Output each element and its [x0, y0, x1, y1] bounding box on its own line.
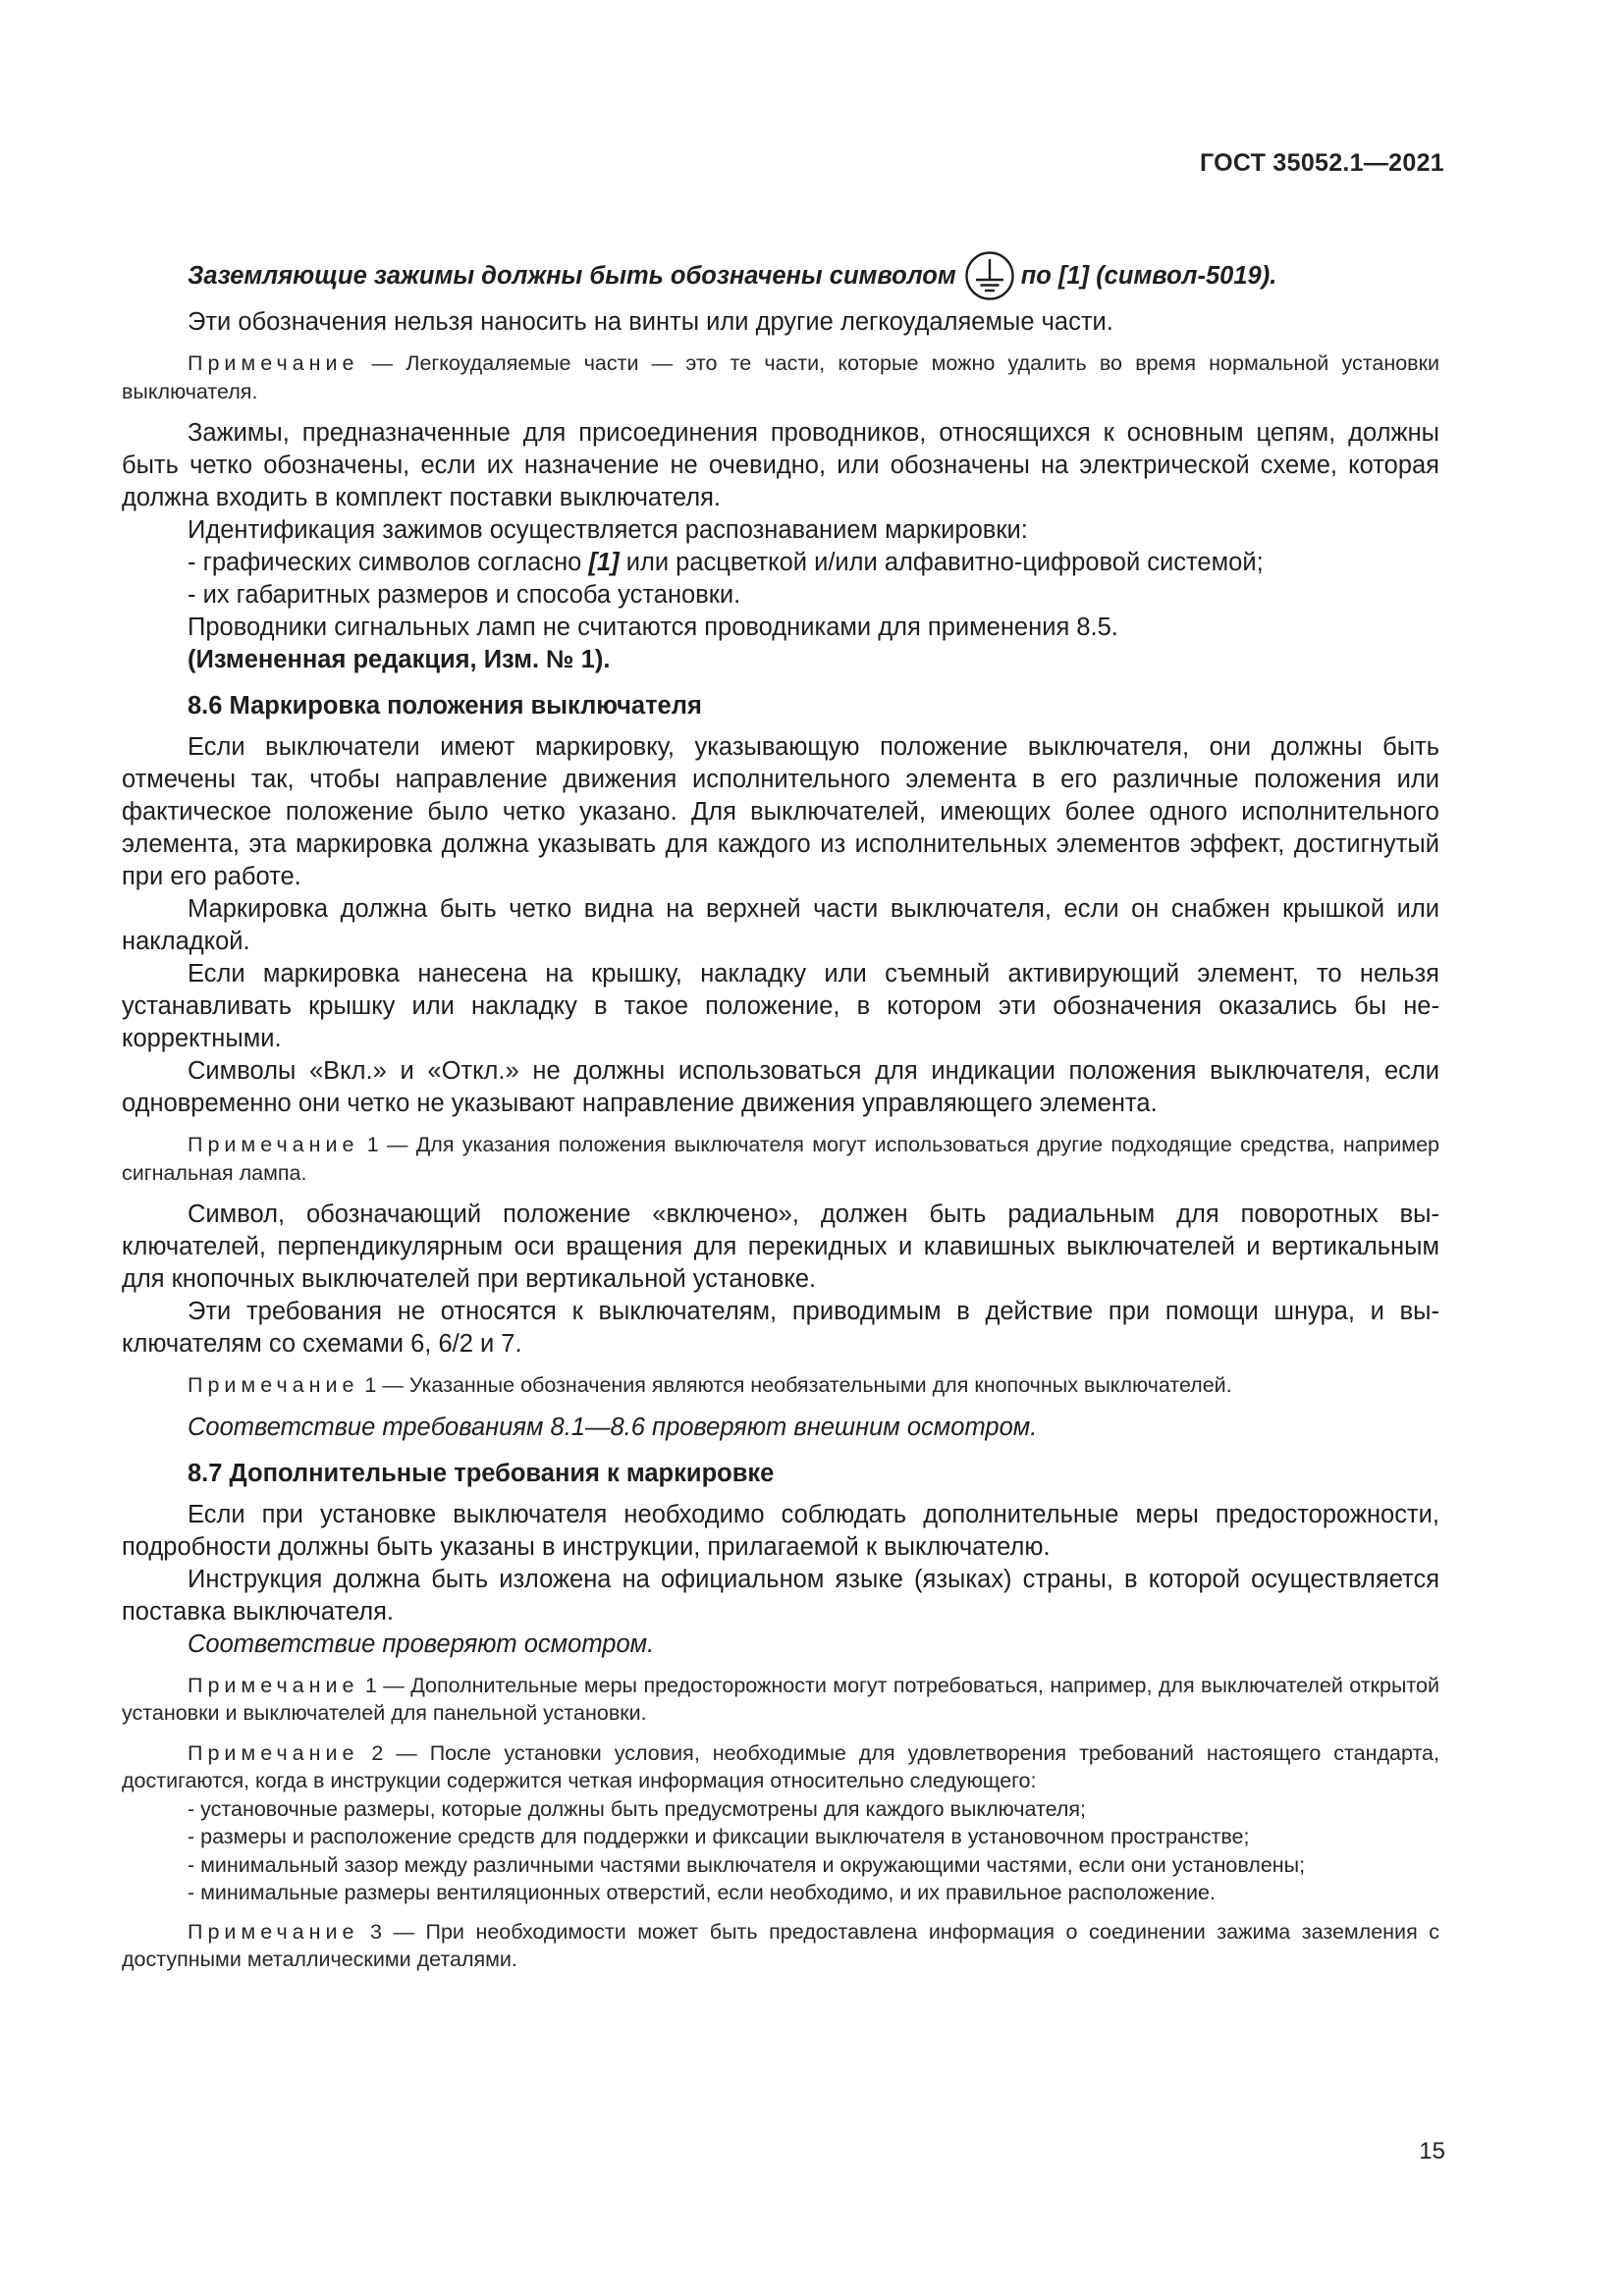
note-text: 1 — Дополнительные меры предосторожности могут потребоваться, например, для выключателей открытой установки и выключателей для панельной установки. [122, 1673, 1439, 1725]
s87-paragraph-1: Если при установке выключателя необходимо соблюдать дополнительные меры предосторожности, подробности должны быть указаны в инструкции, прилагаемой к выключателю. [122, 1500, 1439, 1561]
s86-paragraph-4: Символы «Вкл.» и «Откл.» не должны использоваться для индикации положения выключателя, если одновременно они четко не указывают направление движения управляющего элемента. [122, 1057, 1439, 1117]
amendment-note: (Измененная редакция, Изм. № 1). [188, 646, 611, 673]
section-8-7-heading: 8.7 Дополнительные требования к маркировке [188, 1459, 775, 1487]
note-label: Примечание [188, 351, 359, 375]
s87-note-1 [122, 1672, 1439, 1728]
note-text: 1 — Указанные обозначения являются необязательными для кнопочных выключателей. [358, 1373, 1232, 1397]
s86-paragraph-1: Если выключатели имеют маркировку, указывающую положение выключателя, они должны быть отмечены так, чтобы направление движения исполнительного элемента в его различные положения или фактическое положение было четко указано. Для выключателей, имеющих более одного исполнительного элемента, эта маркировка должна указывать для каждого из исполнительных элементов эффект, достигнутый при его работе. [122, 733, 1439, 890]
intro-paragraph-4: Проводники сигнальных ламп не считаются проводниками для применения 8.5. [188, 614, 1118, 641]
section-8-6-heading: 8.6 Маркировка положения выключателя [188, 692, 702, 720]
note-text: 1 — Для указания положения выключателя могут использоваться другие подходящие средства, например сигнальная лампа. [122, 1133, 1439, 1185]
s87-note-2-item-1: - установочные размеры, которые должны быть предусмотрены для каждого выключателя; [188, 1796, 1086, 1821]
note-label: Примечание [188, 1919, 359, 1944]
s87-compliance: Соответствие проверяют осмотром. [188, 1629, 655, 1658]
s87-note-3 [122, 1918, 1439, 1974]
note-label: Примечание [188, 1740, 359, 1765]
note-text: 3 — При необходимости может быть предоставлена информация о соединении зажима заземления с доступными металлическими деталями. [122, 1919, 1439, 1971]
note-label: Примечание [188, 1373, 359, 1397]
intro-paragraph-3: Идентификация зажимов осуществляется распознаванием маркировки: [188, 516, 1028, 544]
reference-link: [1] [588, 549, 620, 576]
protective-earth-symbol-icon [964, 250, 1015, 301]
s86-paragraph-5: Символ, обозначающий положение «включено», должен быть радиальным для поворотных выключателей, перпендикулярным оси вращения для перекидных и клавишных выключателей и вертикальным для кнопочных выключателей при вертикальной установке. [122, 1201, 1439, 1293]
intro-paragraph-1: Эти обозначения нельзя наносить на винты или другие легкоудаляемые части. [188, 308, 1113, 336]
intro-list-item-2: - их габаритных размеров и способа установки. [188, 581, 741, 609]
intro-paragraph-2: Зажимы, предназначенные для присоединения проводников, относящихся к основным цепям, должны быть четко обозначены, если их назначение не очевидно, или обозначены на электрической схеме, которая должна входить в комплект поставки выключателя. [122, 419, 1439, 511]
note-text: 2 — После установки условия, необходимые для удовлетворения требований настоящего стандарта, достигаются, когда в инструкции содержится четкая информация относительно следующего: [122, 1740, 1439, 1792]
intro-list-item-1 [122, 547, 1439, 579]
s87-note-2-item-2: - размеры и расположение средств для поддержки и фиксации выключателя в установочном пространстве; [188, 1825, 1250, 1848]
s86-compliance: Соответствие требованиям 8.1—8.6 проверяют внешним осмотром. [188, 1413, 1038, 1441]
page-number: 15 [1419, 2138, 1445, 2164]
list-text: или расцветкой и/или алфавитно-цифровой системой; [619, 549, 1264, 576]
s87-note-2-item-4: - минимальные размеры вентиляционных отверстий, если необходимо, и их правильное расположение. [188, 1881, 1216, 1904]
note-text: — Легкоудаляемые части — это те части, которые можно удалить во время нормальной установки выключателя. [122, 351, 1439, 403]
ground-text-before: Заземляющие зажимы должны быть обозначены символом [188, 262, 956, 290]
s86-paragraph-2: Маркировка должна быть четко видна на верхней части выключателя, если он снабжен крышкой или накладкой. [122, 895, 1439, 955]
ground-marking-statement [122, 250, 1439, 301]
s87-note-2 [122, 1739, 1439, 1795]
note-label: Примечание [188, 1673, 359, 1697]
intro-note-1 [122, 349, 1439, 405]
s86-paragraph-6: Эти требования не относятся к выключателям, приводимым в действие при помощи шнура, и выключателям со схемами 6, 6/2 и 7. [122, 1298, 1439, 1358]
page-content [122, 250, 1439, 1986]
s87-note-2-item-3: - минимальный зазор между различными частями выключателя и окружающими частями, если они установлены; [188, 1852, 1306, 1877]
s86-note-1 [122, 1131, 1439, 1187]
ground-text-after: по [1] (символ-5019). [1020, 262, 1277, 290]
note-label: Примечание [188, 1133, 359, 1156]
list-text: - графических символов согласно [188, 549, 589, 576]
document-code: ГОСТ 35052.1—2021 [1199, 149, 1444, 177]
s86-note-2 [122, 1371, 1439, 1400]
s86-paragraph-3: Если маркировка нанесена на крышку, накладку или съемный активирующий элемент, то нельзя устанавливать крышку или накладку в такое положение, в котором эти обозначения оказались бы некорректными. [122, 960, 1439, 1052]
s87-paragraph-2: Инструкция должна быть изложена на официальном языке (языках) страны, в которой осуществляется поставка выключателя. [122, 1565, 1439, 1626]
